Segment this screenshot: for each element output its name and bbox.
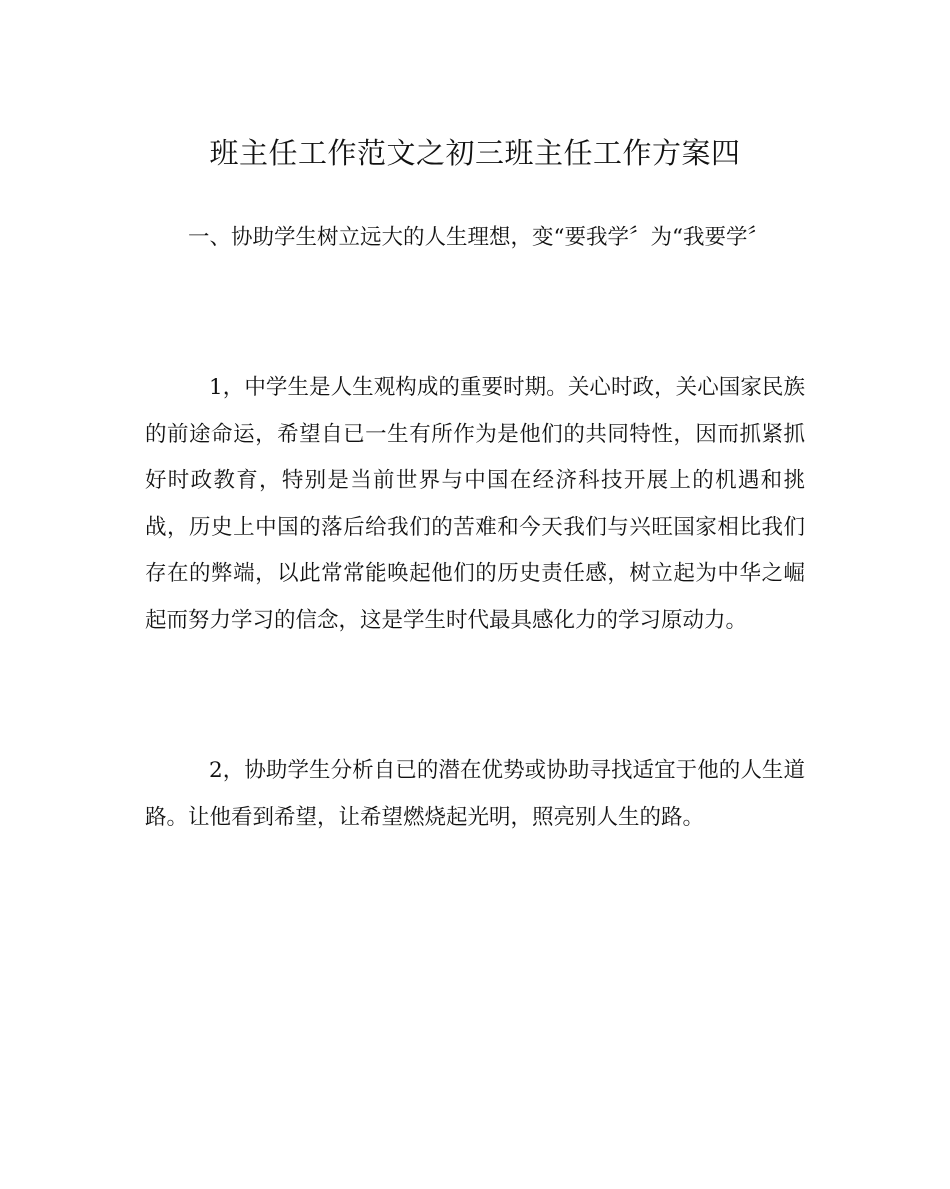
paragraph-1: 1，中学生是人生观构成的重要时期。关心时政，关心国家民族的前途命运，希望自已一生有所作为是他们的共同特性，因而抓紧抓好时政教育，特别是当前世界与中国在经济科技开展上的机遇和挑战，历史上中国的落后给我们的苦难和今天我们与兴旺国家相比我们存在的弊端，以此常常能唤起他们的历史责任感，树立起为中华之崛起而努力学习的信念，这是学生时代最具感化力的学习原动力。 — [145, 375, 805, 633]
paragraph-2: 2，协助学生分析自已的潜在优势或协助寻找适宜于他的人生道路。让他看到希望，让希望燃烧起光明，照亮别人生的路。 — [145, 758, 805, 830]
document-title: 班主任工作范文之初三班主任工作方案四 — [209, 136, 741, 170]
section-heading: 一、协助学生树立远大的人生理想，变“要我学〞为“我要学〞 — [188, 225, 769, 250]
